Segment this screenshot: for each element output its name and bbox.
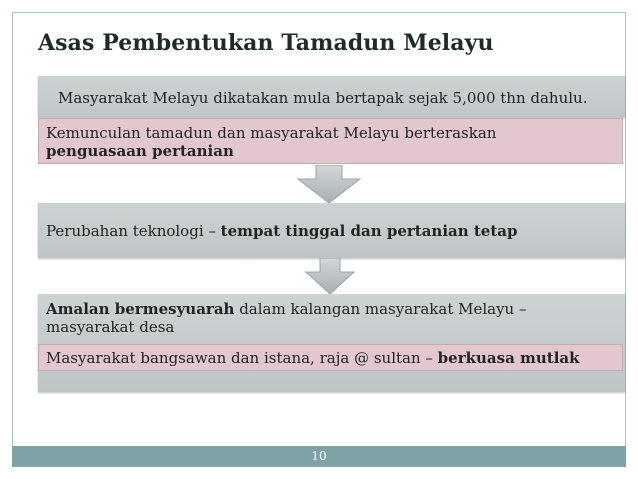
- step-1-text: Masyarakat Melayu dikatakan mula bertapak sejak 5,000 thn dahulu.: [58, 89, 588, 107]
- step-3-bold: Amalan bermesyuarah: [46, 300, 235, 318]
- step-2-bold: tempat tinggal dan pertanian tetap: [220, 222, 518, 240]
- page-number: 10: [311, 449, 327, 463]
- step-2-text: [46, 222, 518, 240]
- down-arrow-icon: [304, 258, 356, 296]
- down-arrow-icon: [296, 165, 362, 205]
- step-2-plain: Perubahan teknologi –: [46, 222, 221, 240]
- step-1-detail-plain: Kemunculan tamadun dan masyarakat Melayu berteraskan: [46, 124, 497, 142]
- step-3-detail-bold: berkuasa mutlak: [437, 349, 580, 367]
- slide-title: Asas Pembentukan Tamadun Melayu: [38, 30, 494, 56]
- step-3-detail-plain: Masyarakat bangsawan dan istana, raja @ sultan –: [46, 349, 438, 367]
- step-3-text: [46, 300, 606, 336]
- step-1-detail-bold: penguasaan pertanian: [46, 142, 234, 160]
- step-3-detail-text: [46, 349, 580, 367]
- step-3-plain: dalam kalangan masyarakat Melayu – masyarakat desa: [46, 300, 527, 336]
- step-1-detail-text: [46, 124, 606, 160]
